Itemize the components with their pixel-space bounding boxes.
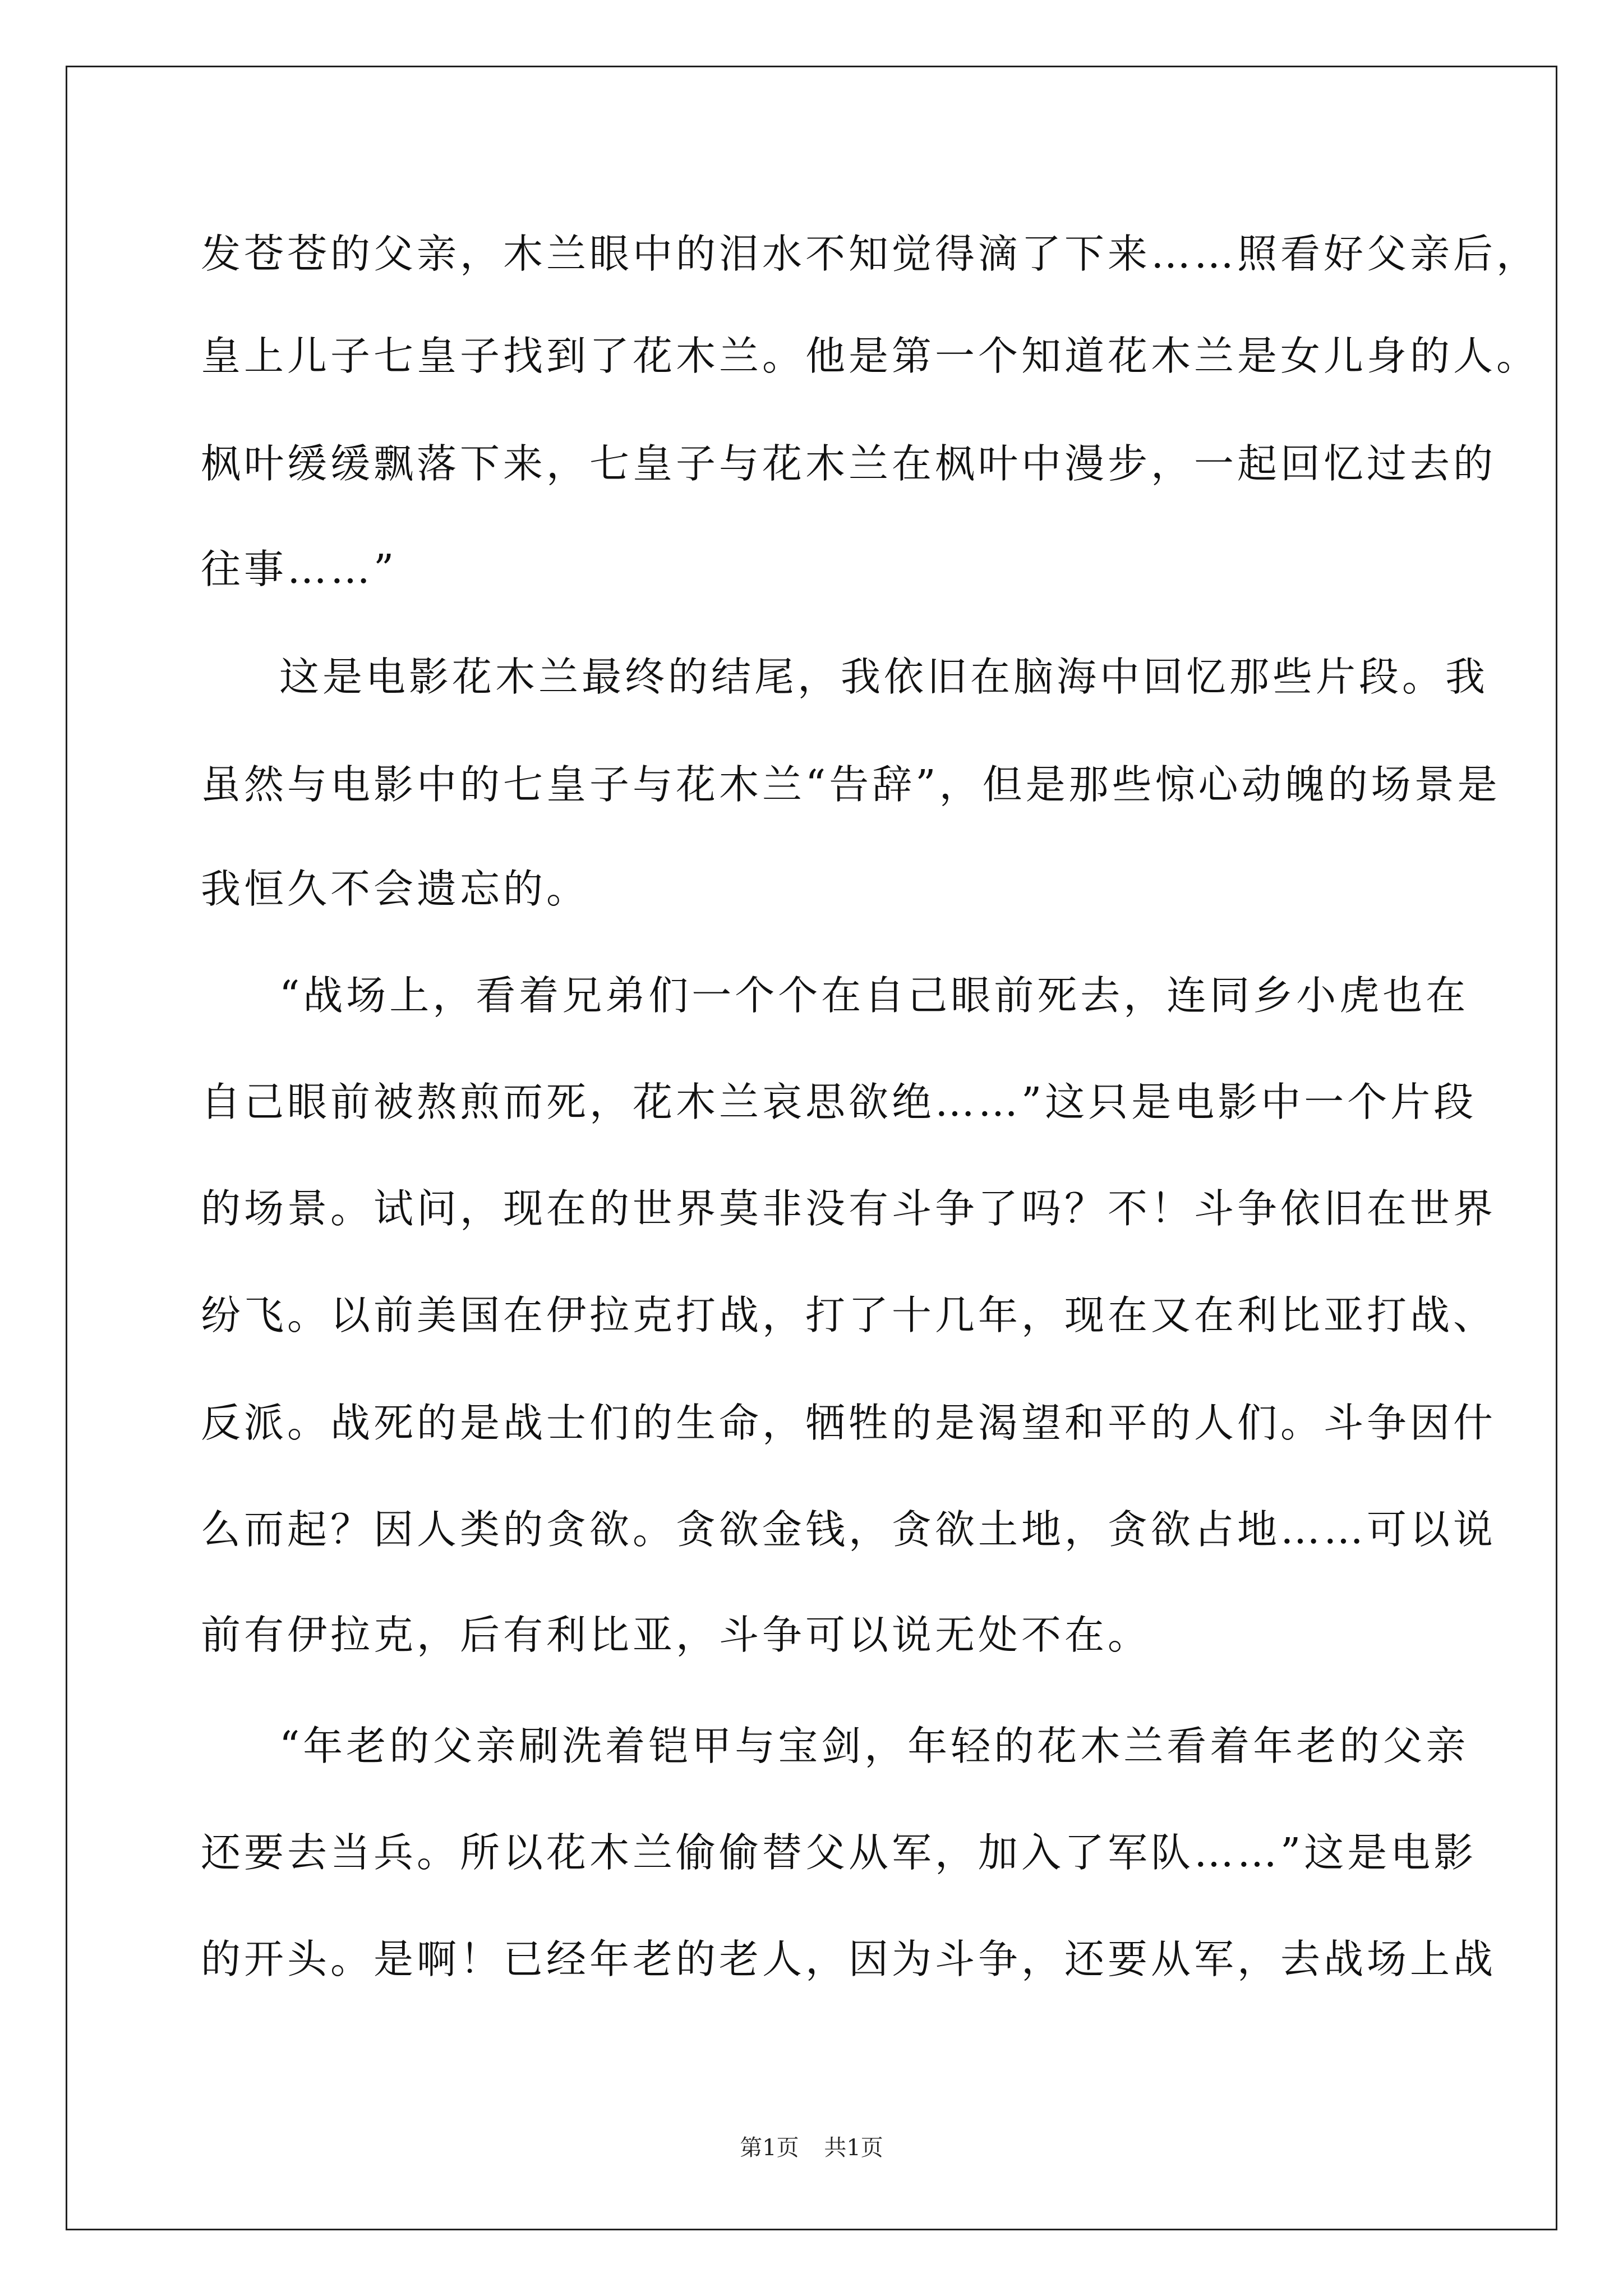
- paragraph-first-line: “年老的父亲刷洗着铠甲与宝剑，年轻的花木兰看着年老的父亲: [279, 1723, 1469, 1769]
- text-line: 虽然与电影中的七皇子与花木兰“告辞”，但是那些惊心动魄的场景是: [201, 761, 1501, 808]
- text-line: 纷飞。以前美国在伊拉克打战，打了十几年，现在又在利比亚打战、: [201, 1292, 1497, 1338]
- paragraph-first-line: 这是电影花木兰最终的结尾，我依旧在脑海中回忆那些片段。我: [279, 654, 1489, 700]
- text-line: 还要去当兵。所以花木兰偷偷替父从军，加入了军队……”这是电影: [201, 1829, 1477, 1876]
- text-line: 的场景。试问，现在的世界莫非没有斗争了吗？不！斗争依旧在世界: [201, 1185, 1497, 1232]
- text-line: 往事……”: [201, 546, 398, 592]
- text-line: 的开头。是啊！已经年老的老人，因为斗争，还要从军，去战场上战: [201, 1936, 1497, 1982]
- page-total: 共1页: [824, 2135, 883, 2161]
- page-number: 第1页: [740, 2135, 799, 2161]
- text-line: 我恒久不会遗忘的。: [201, 866, 590, 912]
- text-line: 发苍苍的父亲，木兰眼中的泪水不知觉得滴了下来……照看好父亲后，: [201, 231, 1540, 277]
- text-line: 皇上儿子七皇子找到了花木兰。他是第一个知道花木兰是女儿身的人。: [201, 333, 1540, 379]
- text-line: 么而起？因人类的贪欲。贪欲金钱，贪欲土地，贪欲占地……可以说: [201, 1506, 1497, 1553]
- text-line: 枫叶缓缓飘落下来，七皇子与花木兰在枫叶中漫步，一起回忆过去的: [201, 440, 1497, 487]
- text-line: 前有伊拉克，后有利比亚，斗争可以说无处不在。: [201, 1612, 1151, 1658]
- paragraph-first-line: “战场上，看着兄弟们一个个在自己眼前死去，连同乡小虎也在: [279, 972, 1469, 1019]
- text-line: 自己眼前被熬煎而死，花木兰哀思欲绝……”这只是电影中一个片段: [201, 1079, 1477, 1125]
- text-line: 反派。战死的是战士们的生命，牺牲的是渴望和平的人们。斗争因什: [201, 1400, 1497, 1446]
- page-footer: [0, 2134, 1623, 2162]
- page-border: [66, 66, 1557, 2230]
